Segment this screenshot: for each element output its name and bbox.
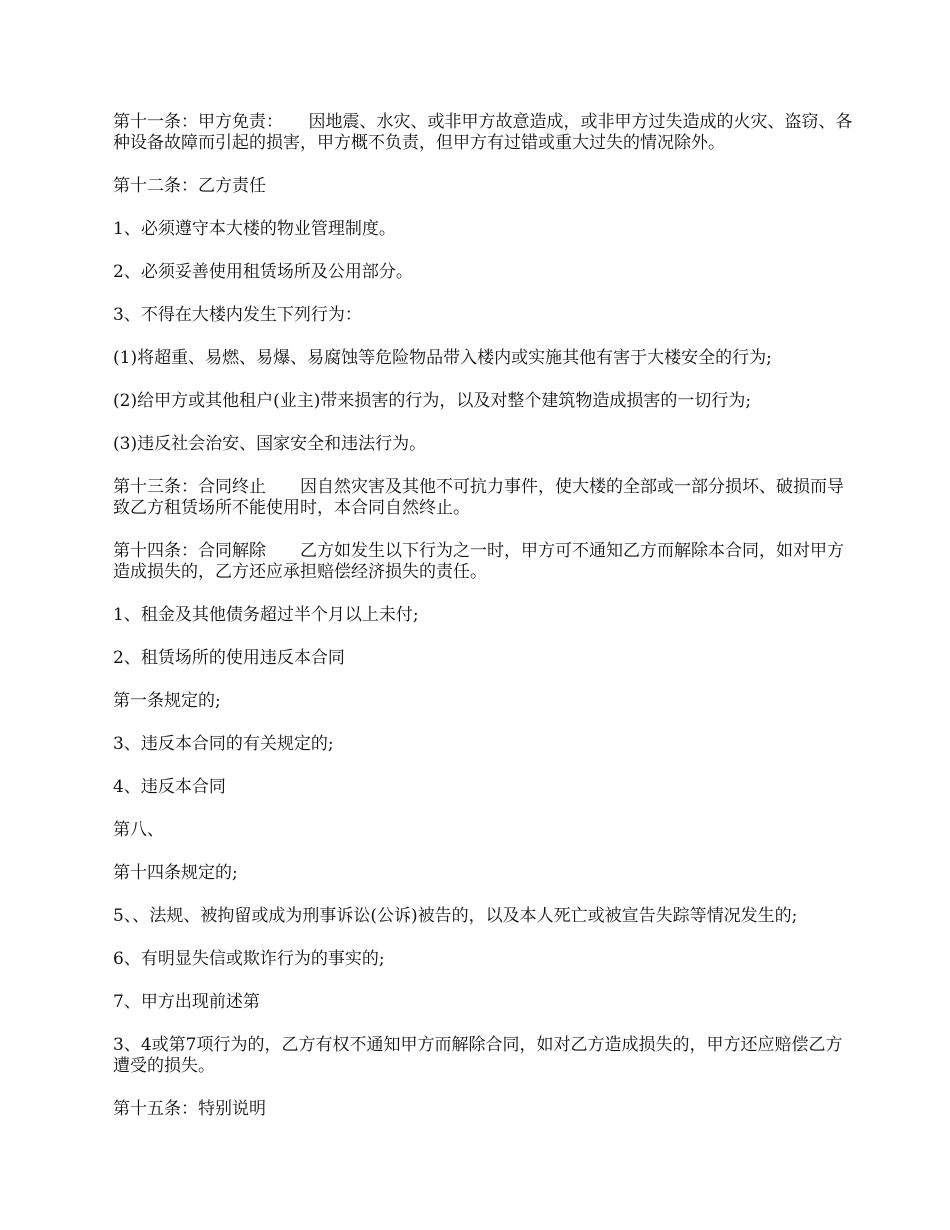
clause-12-item-1: 1、必须遵守本大楼的物业管理制度。 bbox=[113, 219, 396, 239]
clause-12-item-3: 3、不得在大楼内发生下列行为： bbox=[113, 305, 362, 325]
clause-12-item-2: 2、必须妥善使用租赁场所及公用部分。 bbox=[113, 262, 413, 282]
clause-14-item-7-cont: 3、4或第7项行为的，乙方有权不通知甲方而解除合同，如对乙方造成损失的，甲方还应赔偿乙方遭受的损失。 bbox=[113, 1035, 843, 1076]
clause-12-subitem-2: (2)给甲方或其他租户(业主)带来损害的行为，以及对整个建筑物造成损害的一切行为; bbox=[113, 391, 752, 411]
clause-14-item-4: 4、违反本合同 bbox=[113, 777, 226, 797]
clause-14-item-7: 7、甲方出现前述第 bbox=[113, 992, 260, 1012]
clause-14-item-3: 3、违反本合同的有关规定的; bbox=[113, 734, 334, 754]
clause-14-paragraph: 第十四条：合同解除 乙方如发生以下行为之一时，甲方可不通知乙方而解除本合同，如对甲方造成损失的，乙方还应承担赔偿经济损失的责任。 bbox=[113, 541, 844, 582]
clause-14-item-2-cont: 第一条规定的; bbox=[113, 691, 221, 711]
clause-11-paragraph: 第十一条：甲方免责： 因地震、水灾、或非甲方故意造成，或非甲方过失造成的火灾、盗窃、各种设备故障而引起的损害，甲方概不负责，但甲方有过错或重大过失的情况除外。 bbox=[113, 112, 853, 153]
clause-14-item-1: 1、租金及其他债务超过半个月以上未付; bbox=[113, 605, 419, 625]
clause-12-heading: 第十二条：乙方责任 bbox=[113, 176, 266, 196]
clause-14-item-4-cont-a: 第八、 bbox=[113, 820, 164, 840]
clause-14-item-4-cont-b: 第十四条规定的; bbox=[113, 863, 238, 883]
clause-14-item-6: 6、有明显失信或欺诈行为的事实的; bbox=[113, 949, 385, 969]
clause-12-subitem-3: (3)违反社会治安、国家安全和违法行为。 bbox=[113, 434, 427, 454]
clause-15-heading: 第十五条：特别说明 bbox=[113, 1099, 266, 1119]
clause-14-item-2: 2、租赁场所的使用违反本合同 bbox=[113, 648, 345, 668]
clause-13-paragraph: 第十三条：合同终止 因自然灾害及其他不可抗力事件，使大楼的全部或一部分损坏、破损而导致乙方租赁场所不能使用时，本合同自然终止。 bbox=[113, 477, 844, 518]
clause-14-item-5: 5、、法规、被拘留或成为刑事诉讼(公诉)被告的，以及本人死亡或被宣告失踪等情况发生的; bbox=[113, 906, 798, 926]
document-body bbox=[113, 112, 853, 1142]
clause-12-subitem-1: (1)将超重、易燃、易爆、易腐蚀等危险物品带入楼内或实施其他有害于大楼安全的行为; bbox=[113, 348, 772, 368]
